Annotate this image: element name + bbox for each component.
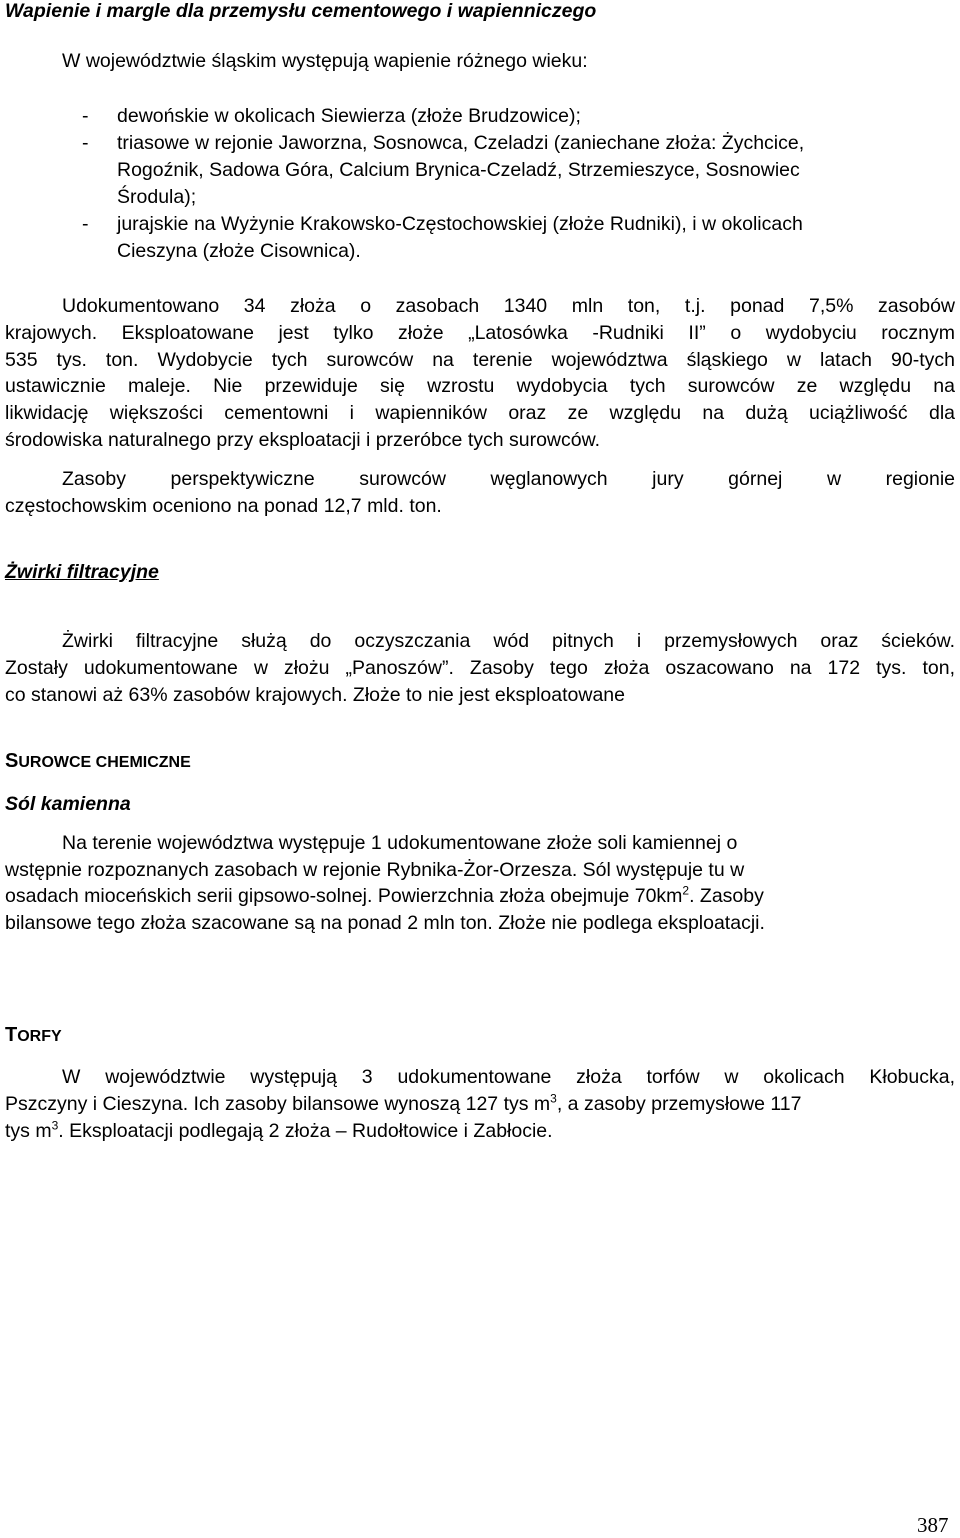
paragraph-line: 535 tys. ton. Wydobycie tych surowców na terenie województwa śląskiego w latach 90-tych <box>5 349 955 371</box>
list-dash: - <box>82 213 89 235</box>
subtitle-sol-kamienna: Sól kamienna <box>5 793 131 815</box>
heading-rest: ORFY <box>17 1028 62 1045</box>
list-item-line: Środula); <box>117 186 197 208</box>
paragraph-line: ustawicznie maleje. Nie przewiduje się wzrostu wydobycia tych surowców ze względu na <box>5 375 955 397</box>
intro-text: W województwie śląskim występują wapienie różnego wieku: <box>62 50 588 72</box>
section-title-zwirki: Żwirki filtracyjne <box>5 561 159 583</box>
list-dash: - <box>82 132 89 154</box>
paragraph-line: Na terenie województwa występuje 1 udokumentowane złoże soli kamiennej o <box>62 832 738 854</box>
paragraph-line: krajowych. Eksploatowane jest tylko złoże „Latosówka -Rudniki II” o wydobyciu rocznym <box>5 322 955 344</box>
heading-torfy <box>5 1024 62 1047</box>
superscript: 2 <box>682 883 690 898</box>
line-text: , a zasoby przemysłowe 117 <box>556 1093 802 1115</box>
paragraph-line: W województwie występują 3 udokumentowane złoża torfów w okolicach Kłobucka, <box>62 1066 955 1088</box>
page-number: 387 <box>917 1513 949 1537</box>
list-item-line: Rogoźnik, Sadowa Góra, Calcium Brynica-Czeladź, Strzemieszyce, Sosnowiec <box>117 159 800 181</box>
paragraph-line: Zostały udokumentowane w złożu „Panoszów”. Zasoby tego złoża oszacowano na 172 tys. ton, <box>5 657 955 679</box>
paragraph-line <box>5 885 764 908</box>
paragraph-line: bilansowe tego złoża szacowane są na ponad 2 mln ton. Złoże nie podlega eksploatacji. <box>5 912 765 934</box>
line-text: . Zasoby <box>689 885 764 907</box>
list-dash: - <box>82 105 89 127</box>
list-item: dewońskie w okolicach Siewierza (złoże Brudzowice); <box>117 105 581 127</box>
paragraph-line: wstępnie rozpoznanych zasobach w rejonie Rybnika-Żor-Orzesza. Sól występuje tu w <box>5 859 745 881</box>
line-text: tys m <box>5 1120 52 1142</box>
paragraph-line: Żwirki filtracyjne służą do oczyszczania wód pitnych i przemysłowych oraz ścieków. <box>62 630 955 652</box>
paragraph-line: co stanowi aż 63% zasobów krajowych. Złoże to nie jest eksploatowane <box>5 684 625 706</box>
paragraph-line: likwidację większości cementowni i wapienników oraz ze względu na dużą uciążliwość dla <box>5 402 955 424</box>
heading-rest: UROWCE CHEMICZNE <box>18 754 191 771</box>
paragraph-line: częstochowskim oceniono na ponad 12,7 mld. ton. <box>5 495 442 517</box>
paragraph-line <box>5 1120 553 1143</box>
line-text: . Eksploatacji podlegają 2 złoża – Rudołtowice i Zabłocie. <box>58 1120 553 1142</box>
line-text: osadach mioceńskich serii gipsowo-solnej. Powierzchnia złoża obejmuje 70km <box>5 885 683 907</box>
paragraph-line: Udokumentowano 34 złoża o zasobach 1340 mln ton, t.j. ponad 7,5% zasobów <box>62 295 955 317</box>
section-title-wapienie: Wapienie i margle dla przemysłu cementowego i wapienniczego <box>5 0 597 22</box>
heading-initial: S <box>5 750 19 772</box>
paragraph-line <box>5 1093 801 1116</box>
paragraph-line: środowiska naturalnego przy eksploatacji i przeróbce tych surowców. <box>5 429 601 451</box>
heading-initial: T <box>5 1024 18 1046</box>
list-item-line: Cieszyna (złoże Cisownica). <box>117 240 361 262</box>
paragraph-line: Zasoby perspektywiczne surowców węglanowych jury górnej w regionie <box>62 468 955 490</box>
line-text: Pszczyny i Cieszyna. Ich zasoby bilansowe wynoszą 127 tys m <box>5 1093 551 1115</box>
heading-surowce-chemiczne <box>5 750 191 773</box>
superscript: 3 <box>51 1118 59 1133</box>
list-item: jurajskie na Wyżynie Krakowsko-Częstochowskiej (złoże Rudniki), i w okolicach <box>117 213 803 235</box>
list-item: triasowe w rejonie Jaworzna, Sosnowca, Czeladzi (zaniechane złoża: Żychcice, <box>117 132 805 154</box>
superscript: 3 <box>550 1091 557 1106</box>
